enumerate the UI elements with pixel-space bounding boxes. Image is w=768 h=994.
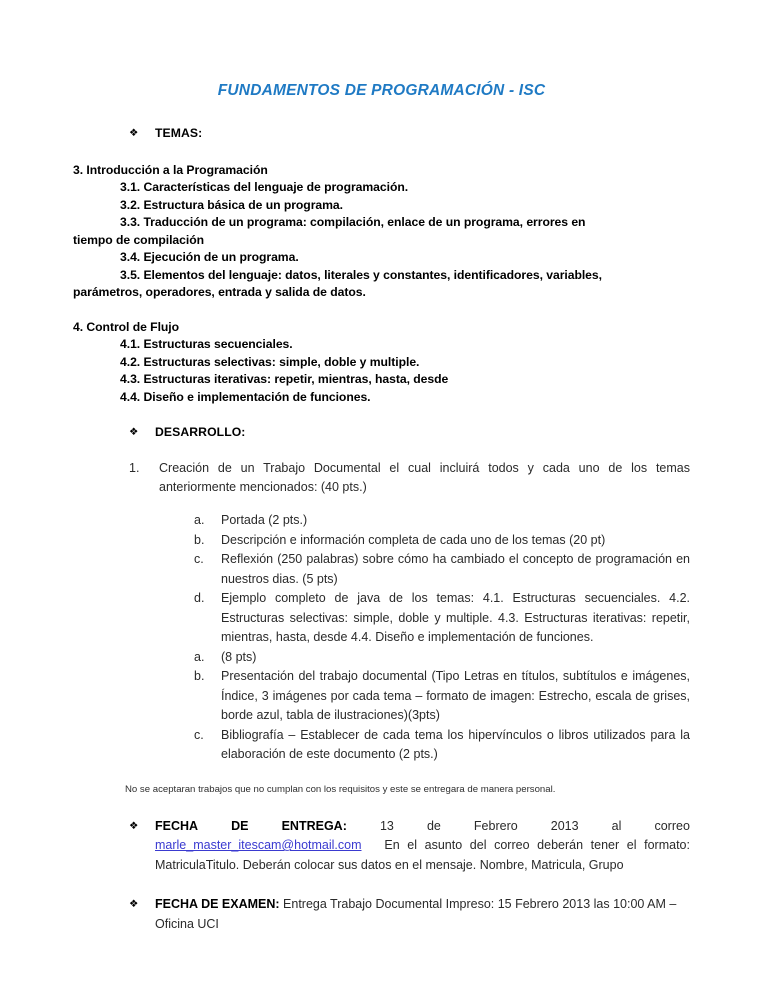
fecha-entrega-line1	[155, 817, 690, 837]
topic-4-3: 4.3. Estructuras iterativas: repetir, mientras, hasta, desde	[120, 372, 449, 387]
fecha-entrega-label-3: ENTREGA:	[281, 818, 347, 833]
topic-4-4: 4.4. Diseño e implementación de funciones.	[120, 389, 371, 404]
fecha-entrega-rest-2	[362, 838, 385, 852]
fecha-entrega-de: de	[426, 818, 441, 833]
fecha-examen-label: FECHA DE EXAMEN:	[155, 897, 280, 912]
list-item-text: Presentación del trabajo documental (Tipo Letras en títulos, subtítulos e imágenes, Índice, 3 imágenes por cada tema – formato de imagen: Estrecho, escala de grises, borde azul, tabla de ilustraciones)(3pts)	[221, 669, 690, 723]
list-item-text: Descripción e información completa de cada uno de los temas (20 pt)	[221, 532, 606, 547]
requirements-note: No se aceptaran trabajos que no cumplan con los requisitos y este se entregara de manera personal.	[125, 783, 556, 795]
outline-spacer	[73, 302, 690, 319]
list-item	[73, 667, 690, 726]
diamond-bullet-icon: ❖	[129, 426, 139, 439]
topic-4-1: 4.1. Estructuras secuenciales.	[120, 337, 293, 352]
list-marker: 1.	[129, 461, 140, 476]
topic-3-3-cont: tiempo de compilación	[73, 232, 205, 247]
temas-outline	[73, 162, 690, 407]
topic-3-5: 3.5. Elementos del lenguaje: datos, literales y constantes, identificadores, variables,	[120, 267, 602, 282]
list-item-text: (8 pts)	[221, 649, 257, 664]
fecha-examen-block	[73, 895, 690, 934]
list-item	[73, 589, 690, 648]
topic-3-4: 3.4. Ejecución de un programa.	[120, 250, 299, 265]
desarrollo-label: DESARROLLO:	[155, 425, 246, 440]
desarrollo-alpha-list	[73, 511, 690, 765]
list-marker: b.	[194, 669, 205, 684]
fecha-entrega-label-2: DE	[231, 818, 249, 833]
page-title: FUNDAMENTOS DE PROGRAMACIÓN - ISC	[217, 82, 546, 99]
list-item-text: Reflexión (250 palabras) sobre cómo ha cambiado el concepto de programación en nuestros dias. (5 pts)	[221, 552, 690, 586]
list-marker: d.	[194, 591, 205, 606]
fecha-entrega-label-1: FECHA	[155, 818, 199, 833]
list-item	[73, 550, 690, 589]
fecha-entrega-rest-text-3: formato: MatriculaTitulo. Deberán colocar sus datos en el mensaje. Nombre,	[155, 838, 690, 872]
fecha-entrega-body	[155, 817, 690, 876]
fecha-entrega-al: al	[611, 818, 622, 833]
fecha-entrega-year: 2013	[550, 818, 579, 833]
diamond-bullet-icon: ❖	[129, 126, 139, 139]
list-item-text: Creación de un Trabajo Documental el cual incluirá todos y cada uno de los temas anteriormente mencionados: (40 pts.)	[159, 461, 690, 495]
list-marker: c.	[194, 552, 204, 567]
diamond-bullet-icon: ❖	[129, 898, 139, 911]
list-item	[73, 531, 690, 551]
unit-4-heading: 4. Control de Flujo	[73, 319, 180, 334]
temas-label: TEMAS:	[155, 125, 203, 140]
fecha-entrega-block	[73, 817, 690, 876]
list-item-text: Portada (2 pts.)	[221, 513, 308, 528]
topic-3-2: 3.2. Estructura básica de un programa.	[120, 197, 343, 212]
fecha-entrega-rest-text-2: En el asunto del correo deberán tener el	[384, 838, 637, 853]
diamond-bullet-icon: ❖	[129, 819, 139, 832]
fecha-entrega-day: 13	[379, 818, 394, 833]
fecha-entrega-rest-text-4: Matricula, Grupo	[531, 857, 624, 872]
topic-3-5-cont: parámetros, operadores, entrada y salida de datos.	[73, 285, 366, 300]
section-heading-temas	[73, 125, 690, 142]
list-marker: b.	[194, 532, 205, 547]
email-link[interactable]: marle_master_itescam@hotmail.com	[155, 838, 362, 853]
list-item-text: Ejemplo completo de java de los temas: 4.1. Estructuras secuenciales. 4.2. Estructuras selectivas: simple, doble y multiple. 4.3. Estructuras iterativas: repetir, mientras, hasta, desde 4.4. Diseño e implementación de funciones.	[221, 591, 690, 645]
unit-3-heading: 3. Introducción a la Programación	[73, 162, 268, 177]
list-item-text: Bibliografía – Establecer de cada tema los hipervínculos o libros utilizados para la elaboración de este documento (2 pts.)	[221, 727, 690, 762]
list-marker: a.	[194, 649, 205, 664]
fecha-examen-body	[155, 895, 690, 934]
list-item	[73, 511, 690, 531]
list-item	[73, 648, 690, 668]
list-item	[73, 459, 690, 497]
fecha-examen-text: Entrega Trabajo Documental Impreso: 15 Febrero 2013 las 10:00 AM – Oficina UCI	[155, 897, 677, 931]
list-marker: a.	[194, 513, 205, 528]
list-marker: c.	[194, 727, 204, 742]
topic-4-2: 4.2. Estructuras selectivas: simple, doble y multiple.	[120, 354, 420, 369]
topic-3-3: 3.3. Traducción de un programa: compilación, enlace de un programa, errores en	[120, 215, 586, 230]
topic-3-1: 3.1. Características del lenguaje de programación.	[120, 180, 409, 195]
list-item	[73, 726, 690, 765]
fecha-entrega-correo: correo	[654, 818, 690, 833]
section-heading-desarrollo	[73, 424, 690, 441]
desarrollo-numbered-list	[73, 459, 690, 497]
fecha-entrega-month: Febrero	[473, 818, 518, 833]
